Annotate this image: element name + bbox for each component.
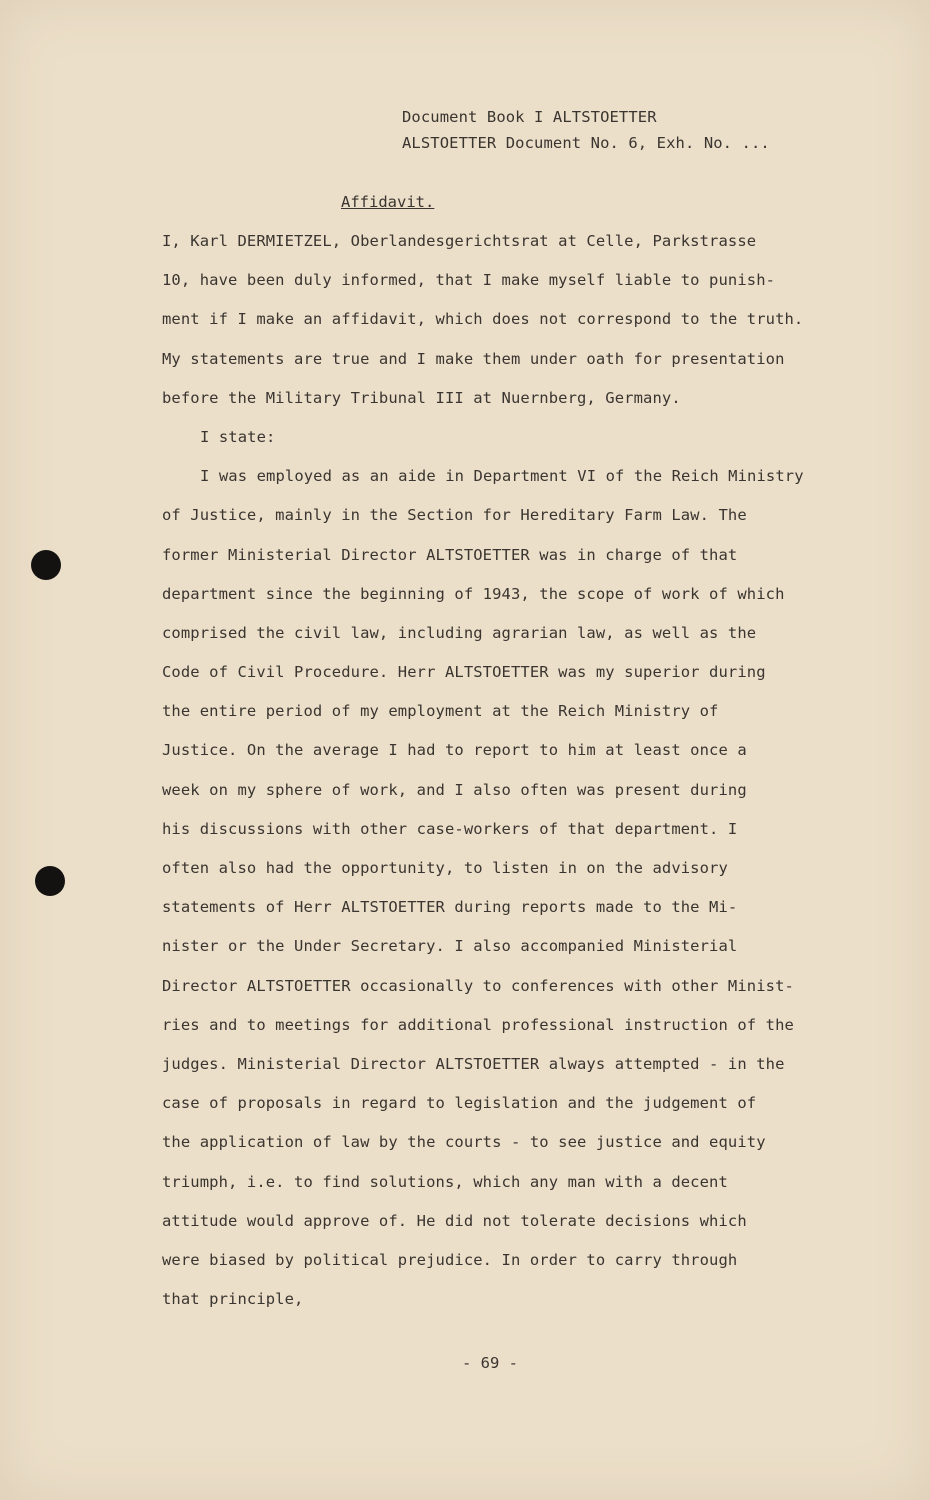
body-line: ries and to meetings for additional professional instruction of the	[162, 1015, 794, 1034]
punch-hole-top	[31, 550, 61, 580]
body-line: nister or the Under Secretary. I also accompanied Ministerial	[162, 937, 738, 956]
body-line: the entire period of my employment at the Reich Ministry of	[162, 702, 719, 721]
body-line: judges. Ministerial Director ALTSTOETTER always attempted - in the	[162, 1054, 785, 1073]
body-line: attitude would approve of. He did not tolerate decisions which	[162, 1211, 747, 1230]
body-line: that principle,	[162, 1290, 304, 1309]
body-line: former Ministerial Director ALTSTOETTER was in charge of that	[162, 545, 738, 564]
body-line: the application of law by the courts - to see justice and equity	[162, 1133, 766, 1152]
body-line: Code of Civil Procedure. Herr ALTSTOETTER was my superior during	[162, 663, 766, 682]
body-line: of Justice, mainly in the Section for Hereditary Farm Law. The	[162, 506, 747, 525]
body-line: My statements are true and I make them under oath for presentation	[162, 349, 785, 368]
body-line: comprised the civil law, including agrarian law, as well as the	[162, 623, 757, 642]
body-line: I was employed as an aide in Department VI of the Reich Ministry	[200, 467, 804, 486]
header-book-line: Document Book I ALTSTOETTER	[402, 108, 657, 126]
body-line: often also had the opportunity, to listen in on the advisory	[162, 859, 728, 877]
body-line: week on my sphere of work, and I also often was present during	[162, 780, 747, 799]
body-line: before the Military Tribunal III at Nuernberg, Germany.	[162, 388, 681, 407]
body-line: his discussions with other case-workers of that department. I	[162, 819, 738, 838]
punch-hole-bottom	[35, 866, 65, 896]
body-line: Justice. On the average I had to report to him at least once a	[162, 741, 747, 760]
body-line: ment if I make an affidavit, which does not correspond to the truth.	[162, 310, 804, 329]
page-number: - 69 -	[462, 1354, 518, 1372]
page-title: Affidavit.	[341, 193, 435, 211]
affidavit-body	[162, 228, 832, 1325]
body-line: statements of Herr ALTSTOETTER during reports made to the Mi-	[162, 898, 738, 917]
body-line: Director ALTSTOETTER occasionally to conferences with other Minist-	[162, 976, 794, 995]
body-line: 10, have been duly informed, that I make myself liable to punish-	[162, 271, 776, 290]
document-header	[402, 104, 770, 156]
body-line: department since the beginning of 1943, the scope of work of which	[162, 584, 785, 603]
body-line: triumph, i.e. to find solutions, which any man with a decent	[162, 1172, 728, 1191]
header-document-line: ALSTOETTER Document No. 6, Exh. No. ...	[402, 134, 770, 152]
body-line: case of proposals in regard to legislation and the judgement of	[162, 1094, 757, 1113]
body-line: were biased by political prejudice. In order to carry through	[162, 1250, 738, 1269]
body-line: I, Karl DERMIETZEL, Oberlandesgerichtsrat at Celle, Parkstrasse	[162, 232, 757, 250]
body-line: I state:	[200, 427, 276, 446]
